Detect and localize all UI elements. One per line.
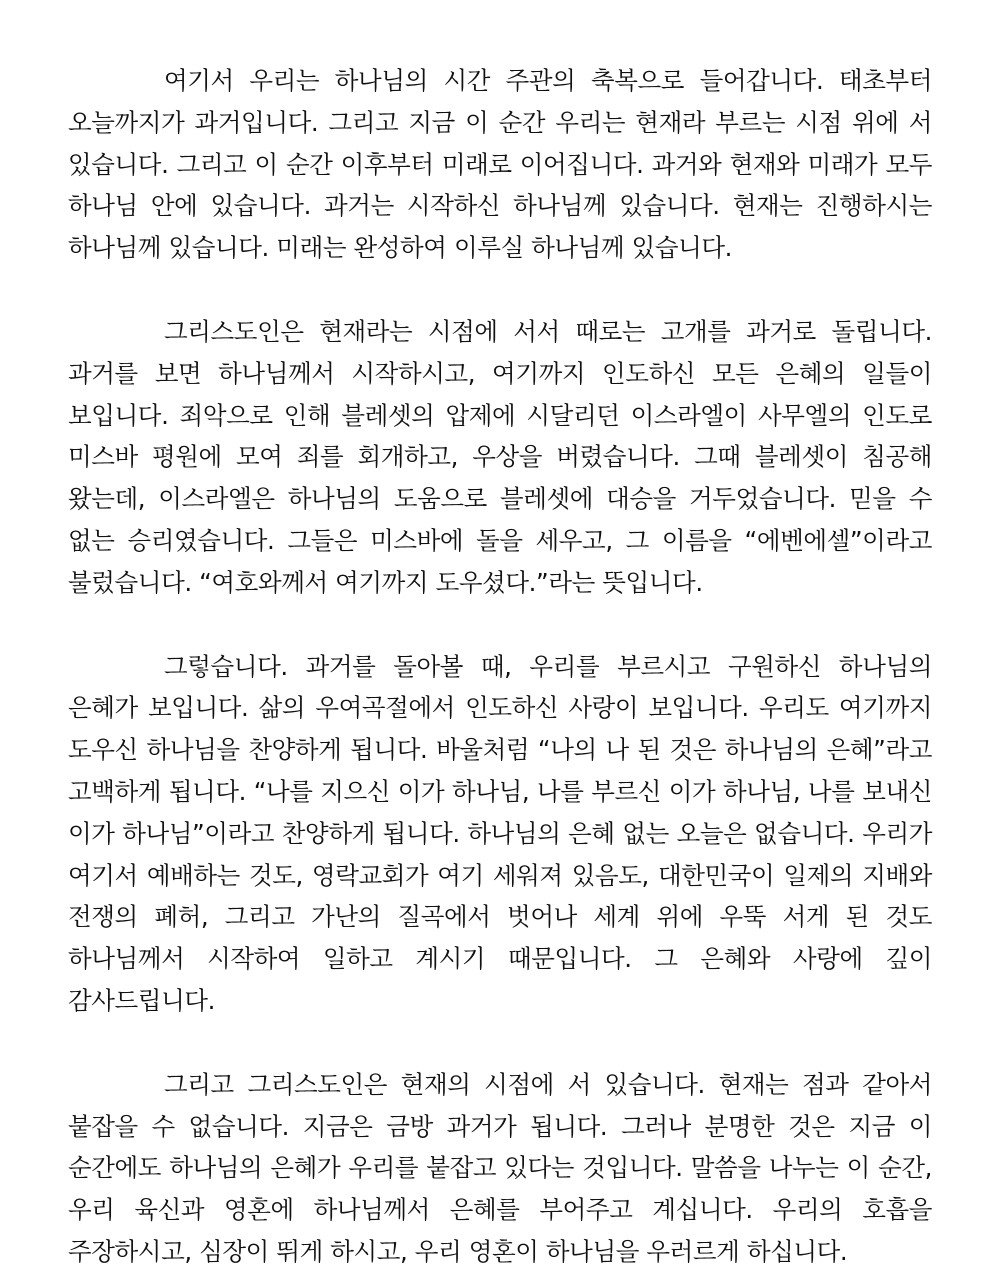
paragraph-3: 그렇습니다. 과거를 돌아볼 때, 우리를 부르시고 구원하신 하나님의 은혜가 보입니다. 삶의 우여곡절에서 인도하신 사랑이 보입니다. 우리도 여기까지 도우신 하나님을 찬양하게 됩니다. 바울처럼 “나의 나 된 것은 하나님의 은혜”라고 고백하게 됩니다. “나를 지으신 이가 하나님, 나를 부르신 이가 하나님, 나를 보내신 이가 하나님”이라고 찬양하게 됩니다. 하나님의 은혜 없는 오늘은 없습니다. 우리가 여기서 예배하는 것도, 영락교회가 여기 세워져 있음도, 대한민국이 일제의 지배와 전쟁의 폐허, 그리고 가난의 질곡에서 벗어나 세계 위에 우뚝 서게 된 것도 하나님께서 시작하여 일하고 계시기 때문입니다. 그 은혜와 사랑에 깊이 감사드립니다.	[68, 651, 932, 1015]
paragraph-1: 여기서 우리는 하나님의 시간 주관의 축복으로 들어갑니다. 태초부터 오늘까지가 과거입니다. 그리고 지금 이 순간 우리는 현재라 부르는 시점 위에 서 있습니다. 그리고 이 순간 이후부터 미래로 이어집니다. 과거와 현재와 미래가 모두 하나님 안에 있습니다. 과거는 시작하신 하나님께 있습니다. 현재는 진행하시는 하나님께 있습니다. 미래는 완성하여 이루실 하나님께 있습니다.	[68, 66, 932, 263]
document-body	[68, 60, 932, 1273]
paragraph-2: 그리스도인은 현재라는 시점에 서서 때로는 고개를 과거로 돌립니다. 과거를 보면 하나님께서 시작하시고, 여기까지 인도하신 모든 은혜의 일들이 보입니다. 죄악으로 인해 블레셋의 압제에 시달리던 이스라엘이 사무엘의 인도로 미스바 평원에 모여 죄를 회개하고, 우상을 버렸습니다. 그때 블레셋이 침공해 왔는데, 이스라엘은 하나님의 도움으로 블레셋에 대승을 거두었습니다. 믿을 수 없는 승리였습니다. 그들은 미스바에 돌을 세우고, 그 이름을 “에벤에셀”이라고 불렀습니다. “여호와께서 여기까지 도우셨다.”라는 뜻입니다.	[68, 316, 932, 597]
paragraph-4: 그리고 그리스도인은 현재의 시점에 서 있습니다. 현재는 점과 같아서 붙잡을 수 없습니다. 지금은 금방 과거가 됩니다. 그러나 분명한 것은 지금 이 순간에도 하나님의 은혜가 우리를 붙잡고 있다는 것입니다. 말씀을 나누는 이 순간, 우리 육신과 영혼에 하나님께서 은혜를 부어주고 계십니다. 우리의 호흡을 주장하시고, 심장이 뛰게 하시고, 우리 영혼이 하나님을 우러르게 하십니다.	[68, 1069, 932, 1266]
